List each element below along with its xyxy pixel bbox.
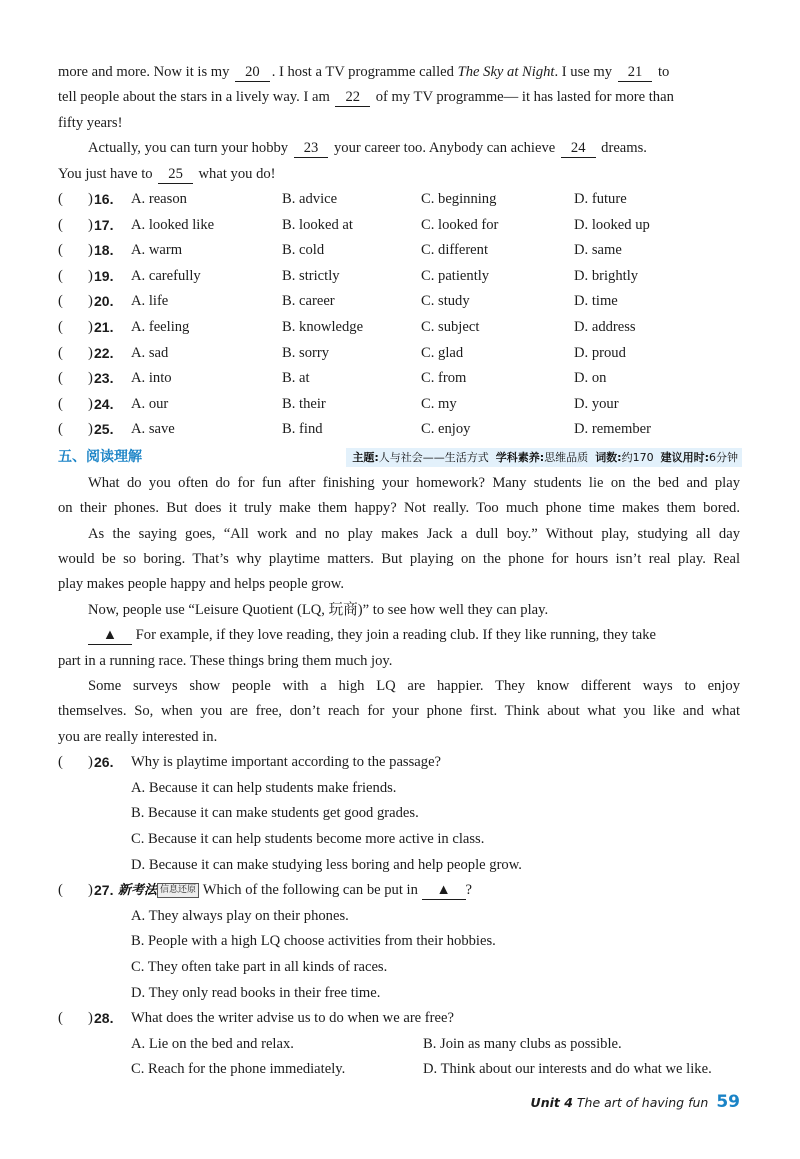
cloze-question-row <box>58 264 740 290</box>
option-row <box>58 929 740 955</box>
option-d: D. brightly <box>574 267 639 284</box>
option-d: D. Because it can make studying less boring and help people grow. <box>131 856 522 873</box>
answer-paren-close: ) <box>88 216 93 233</box>
cloze-line-2 <box>58 85 740 110</box>
option-c: C. Because it can help students become more active in class. <box>131 830 485 847</box>
option-row <box>58 827 740 853</box>
answer-paren-open: ( <box>58 293 63 310</box>
question-number: 21. <box>94 318 114 335</box>
cloze-question-row <box>58 213 740 239</box>
option-c: C. different <box>421 242 489 259</box>
question-27-stem-wrap <box>118 878 472 904</box>
option-b: B. career <box>282 293 335 310</box>
passage-line: As the saying goes, “All work and no play makes Jack a dull boy.” Without play, studying all day <box>88 525 740 542</box>
cloze-question-row <box>58 289 740 315</box>
unit-label: Unit 4 <box>530 1095 573 1110</box>
option-a: A. warm <box>131 242 183 259</box>
text: For example, if they love reading, they join a reading club. If they like running, they take <box>135 627 657 644</box>
option-c: C. Reach for the phone immediately. <box>131 1061 346 1078</box>
option-c: C. study <box>421 293 470 310</box>
option-b: B. People with a high LQ choose activities from their hobbies. <box>131 933 496 950</box>
answer-paren-close: ) <box>88 1010 93 1027</box>
option-c: C. They often take part in all kinds of races. <box>131 958 388 975</box>
option-d: D. same <box>574 242 622 259</box>
section-header <box>58 444 740 471</box>
section-meta <box>346 448 742 467</box>
question-number: 26. <box>94 754 114 771</box>
text: . I use my <box>554 64 613 80</box>
programme-title: The Sky at Night <box>457 64 555 80</box>
answer-paren-open: ( <box>58 754 63 771</box>
answer-paren-close: ) <box>88 395 93 412</box>
option-a: A. feeling <box>131 318 190 335</box>
text: fifty years! <box>58 114 123 131</box>
option-b: B. their <box>282 395 326 412</box>
cloze-question-row <box>58 366 740 392</box>
passage-line: you are really interested in. <box>58 728 218 745</box>
passage-line: part in a running race. These things bring them much joy. <box>58 652 393 669</box>
gap-marker: ▲ <box>88 626 132 645</box>
option-b: B. looked at <box>282 216 353 233</box>
option-a: A. They always play on their phones. <box>131 907 349 924</box>
question-number: 18. <box>94 242 114 259</box>
option-row <box>58 1032 740 1058</box>
answer-paren-open: ( <box>58 1010 63 1027</box>
answer-paren-close: ) <box>88 344 93 361</box>
text: You just have to <box>58 165 153 182</box>
answer-paren-open: ( <box>58 190 63 207</box>
new-method-tag: 新考法 <box>118 883 158 899</box>
option-a: A. looked like <box>131 216 215 233</box>
option-d: D. address <box>574 318 636 335</box>
option-b: B. knowledge <box>282 318 364 335</box>
option-c: C. looked for <box>421 216 499 233</box>
cloze-question-row <box>58 341 740 367</box>
answer-paren-close: ) <box>88 190 93 207</box>
blank-24: 24 <box>561 138 596 158</box>
passage-line: play makes people happy and helps people grow. <box>58 576 344 593</box>
question-number: 20. <box>94 293 114 310</box>
cloze-question-list <box>58 187 740 443</box>
cloze-line-1 <box>58 60 740 85</box>
answer-paren-close: ) <box>88 882 93 899</box>
text: tell people about the stars in a lively way. I am <box>58 89 330 106</box>
answer-paren-close: ) <box>88 242 93 259</box>
passage-line: would be so boring. That’s why playtime matters. But playing on the phone for hours isn’t real play. Real <box>58 551 740 568</box>
answer-paren-open: ( <box>58 216 63 233</box>
page-content <box>58 60 740 1083</box>
option-c: C. enjoy <box>421 421 471 438</box>
cloze-question-row <box>58 315 740 341</box>
option-row <box>58 955 740 981</box>
option-c: C. glad <box>421 344 464 361</box>
literacy-value: 思维品质 <box>544 450 589 464</box>
answer-paren-open: ( <box>58 242 63 259</box>
question-number: 28. <box>94 1010 114 1027</box>
option-d: D. your <box>574 395 619 412</box>
words-value: 约170 <box>621 450 654 464</box>
text: ? <box>465 882 473 899</box>
option-a: A. into <box>131 370 172 387</box>
answer-paren-close: ) <box>88 318 93 335</box>
option-c: C. beginning <box>421 190 497 207</box>
option-a: A. carefully <box>131 267 201 284</box>
answer-paren-open: ( <box>58 318 63 335</box>
option-d: D. on <box>574 370 607 387</box>
passage-line-gap <box>58 623 740 648</box>
unit-title: The art of having fun <box>576 1095 709 1110</box>
cloze-question-row <box>58 187 740 213</box>
text: to <box>657 64 670 80</box>
question-26 <box>58 750 740 776</box>
question-28 <box>58 1006 740 1032</box>
answer-paren-close: ) <box>88 293 93 310</box>
option-row <box>58 981 740 1007</box>
text: more and more. Now it is my <box>58 64 230 80</box>
option-a: A. reason <box>131 190 187 207</box>
text: dreams. <box>601 140 647 157</box>
text: Actually, you can turn your hobby <box>88 140 289 157</box>
option-row <box>58 801 740 827</box>
passage-line: What do you often do for fun after finishing your homework? Many students lie on the bed and play <box>88 474 740 491</box>
time-value: 6分钟 <box>709 450 738 464</box>
question-number: 27. <box>94 882 114 899</box>
text: . I host a TV programme called <box>271 64 454 80</box>
answer-paren-open: ( <box>58 421 63 438</box>
option-c: C. subject <box>421 318 480 335</box>
cloze-question-row <box>58 238 740 264</box>
option-row <box>58 776 740 802</box>
option-b: B. Join as many clubs as possible. <box>423 1035 622 1052</box>
option-c: C. patiently <box>421 267 490 284</box>
page-number: 59 <box>716 1092 740 1112</box>
option-b: B. cold <box>282 242 325 259</box>
section-title: 五、阅读理解 <box>58 448 142 465</box>
option-d: D. Think about our interests and do what we like. <box>423 1061 712 1078</box>
option-c: C. my <box>421 395 457 412</box>
blank-20: 20 <box>235 62 270 82</box>
option-a: A. save <box>131 421 175 438</box>
option-b: B. advice <box>282 190 338 207</box>
text: what you do! <box>198 165 276 182</box>
answer-paren-open: ( <box>58 267 63 284</box>
cloze-question-row <box>58 392 740 418</box>
passage-line: themselves. So, when you are free, don’t reach for your phone first. Think about what you like and what <box>58 703 740 720</box>
text: of my TV programme— it has lasted for more than <box>375 89 674 106</box>
option-b: B. find <box>282 421 323 438</box>
blank-21: 21 <box>618 62 653 82</box>
option-d: D. looked up <box>574 216 650 233</box>
option-a: A. life <box>131 293 169 310</box>
option-b: B. sorry <box>282 344 330 361</box>
option-a: A. sad <box>131 344 169 361</box>
question-stem: Why is playtime important according to the passage? <box>131 754 442 771</box>
option-c: C. from <box>421 370 467 387</box>
blank-22: 22 <box>335 87 370 107</box>
question-27 <box>58 878 740 904</box>
blank-23: 23 <box>294 138 329 158</box>
question-number: 17. <box>94 216 114 233</box>
words-label: 词数: <box>595 450 622 464</box>
answer-paren-close: ) <box>88 421 93 438</box>
question-number: 22. <box>94 344 114 361</box>
option-a: A. Because it can help students make friends. <box>131 779 397 796</box>
option-d: D. time <box>574 293 618 310</box>
page-footer <box>531 1092 740 1112</box>
option-a: A. our <box>131 395 169 412</box>
option-b: B. at <box>282 370 310 387</box>
option-row <box>58 853 740 879</box>
answer-paren-close: ) <box>88 754 93 771</box>
answer-paren-open: ( <box>58 395 63 412</box>
blank-25: 25 <box>158 164 193 184</box>
answer-paren-open: ( <box>58 370 63 387</box>
option-d: D. future <box>574 190 627 207</box>
option-b: B. Because it can make students get good grades. <box>131 805 419 822</box>
cloze-line-4 <box>58 136 740 161</box>
theme-value: 人与社会——生活方式 <box>378 450 489 464</box>
question-stem: Which of the following can be put in <box>202 882 418 899</box>
cloze-line-5 <box>58 162 740 187</box>
theme-label: 主题: <box>352 450 379 464</box>
question-number: 19. <box>94 267 114 284</box>
passage-line: Some surveys show people with a high LQ are happier. They know different ways to enjoy <box>88 678 740 695</box>
option-d: D. remember <box>574 421 651 438</box>
cloze-line-3 <box>58 111 740 136</box>
passage-line: Now, people use “Leisure Quotient (LQ, 玩商)” to see how well they can play. <box>88 601 549 618</box>
option-b: B. strictly <box>282 267 340 284</box>
question-number: 24. <box>94 395 114 412</box>
option-row <box>58 904 740 930</box>
question-number: 16. <box>94 190 114 207</box>
answer-paren-close: ) <box>88 370 93 387</box>
option-d: D. They only read books in their free time. <box>131 984 381 1001</box>
time-label: 建议用时: <box>660 450 709 464</box>
question-number: 25. <box>94 421 114 438</box>
answer-paren-open: ( <box>58 344 63 361</box>
info-restore-tag: 信息还原 <box>157 883 199 898</box>
gap-marker: ▲ <box>422 881 466 900</box>
option-a: A. Lie on the bed and relax. <box>131 1035 294 1052</box>
passage-line: on their phones. But does it truly make them happy? Not really. Too much phone time makes them bored. <box>58 500 740 517</box>
answer-paren-close: ) <box>88 267 93 284</box>
text: your career too. Anybody can achieve <box>334 140 556 157</box>
cloze-question-row <box>58 417 740 443</box>
answer-paren-open: ( <box>58 882 63 899</box>
option-row <box>58 1057 740 1083</box>
question-stem: What does the writer advise us to do when we are free? <box>131 1010 454 1027</box>
option-d: D. proud <box>574 344 626 361</box>
question-number: 23. <box>94 370 114 387</box>
literacy-label: 学科素养: <box>495 450 545 464</box>
